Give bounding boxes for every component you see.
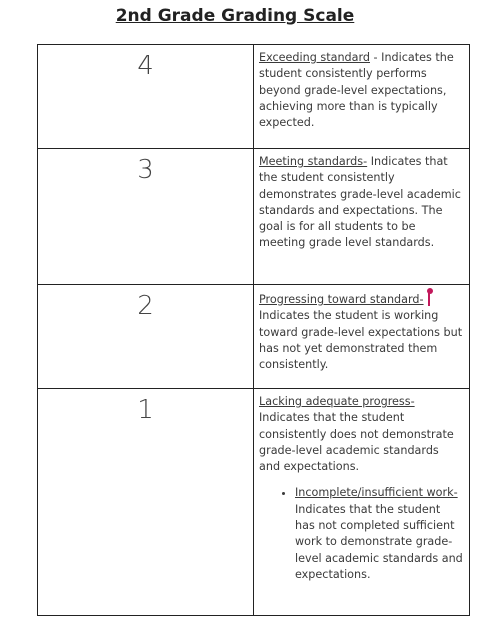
page-title: 2nd Grade Grading Scale xyxy=(115,6,355,26)
standard-term: Exceeding standard xyxy=(259,51,370,64)
comment-cursor-icon xyxy=(427,290,433,306)
standard-description: Indicates the student is working toward grade-level expectations but has not yet demonstrated them consistently. xyxy=(259,309,463,372)
score-cell: 2 xyxy=(38,285,254,389)
description-cell[interactable] xyxy=(254,45,470,149)
table-row xyxy=(38,389,470,616)
score-cell: 4 xyxy=(38,45,254,149)
score-cell: 3 xyxy=(38,149,254,285)
grading-scale-table xyxy=(37,44,470,616)
description-cell[interactable] xyxy=(254,285,470,389)
bullet-list xyxy=(259,485,463,583)
standard-term: Meeting standards- xyxy=(259,155,368,168)
table-row xyxy=(38,285,470,389)
standard-term: Progressing toward standard- xyxy=(259,293,424,306)
standard-term: Lacking adequate progress- xyxy=(259,395,415,408)
standard-description: Indicates that the student consistently does not demonstrate grade-level academic standards and expectations. xyxy=(259,411,454,474)
standard-description: Indicates the student consistently performs beyond grade-level expectations, achieving more than is typically expected. xyxy=(259,51,454,130)
term-separator: - xyxy=(370,51,382,64)
description-cell[interactable] xyxy=(254,149,470,285)
table-row xyxy=(38,45,470,149)
description-cell[interactable] xyxy=(254,389,470,616)
bullet-description: Indicates that the student has not completed sufficient work to demonstrate grade-level academic standards and expectations. xyxy=(295,502,463,581)
list-item xyxy=(295,485,463,583)
score-cell: 1 xyxy=(38,389,254,616)
table-row xyxy=(38,149,470,285)
standard-description: Indicates that the student consistently demonstrates grade-level academic standards and expectations. The goal is for all students to be meeting grade level standards. xyxy=(259,155,461,250)
bullet-term: Incomplete/insufficient work- xyxy=(295,486,458,500)
